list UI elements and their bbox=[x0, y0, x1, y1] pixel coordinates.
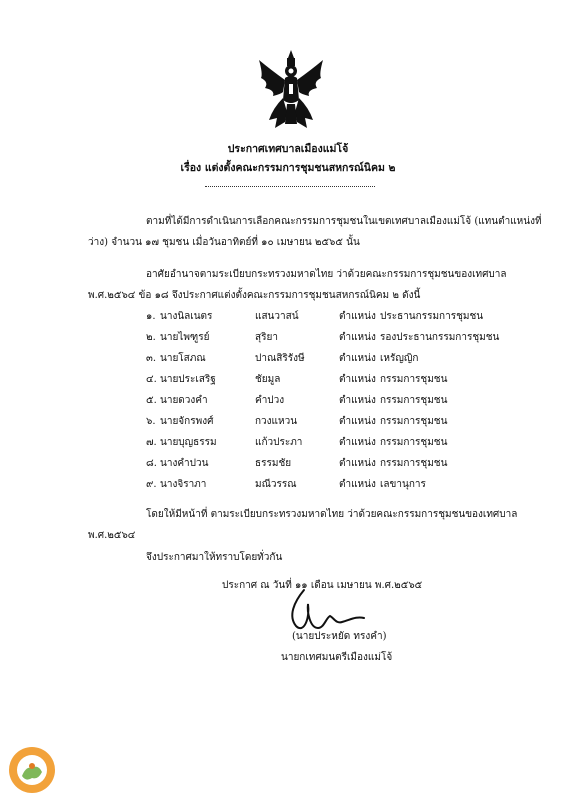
member-number: ๕. bbox=[146, 395, 157, 406]
member-position-label: ตำแหน่ง bbox=[339, 458, 376, 469]
member-role: เลขานุการ bbox=[380, 479, 426, 490]
member-row bbox=[0, 309, 576, 325]
member-role: กรรมการชุมชน bbox=[380, 458, 448, 469]
member-first-name: นายไพฑูรย์ bbox=[160, 332, 210, 343]
dateline: ประกาศ ณ วันที่ ๑๑ เดือน เมษายน พ.ศ.๒๕๖๕ bbox=[222, 580, 423, 591]
announcement-subject: เรื่อง แต่งตั้งคณะกรรมการชุมชนสหกรณ์นิคม ๒ bbox=[180, 162, 396, 174]
member-row bbox=[0, 414, 576, 430]
member-number: ๒. bbox=[146, 332, 156, 343]
member-row bbox=[0, 456, 576, 472]
announcement-title: ประกาศเทศบาลเมืองแม่โจ้ bbox=[227, 143, 349, 155]
member-first-name: นายบุญธรรม bbox=[160, 437, 217, 448]
member-row bbox=[0, 372, 576, 388]
member-role: กรรมการชุมชน bbox=[380, 416, 448, 427]
member-last-name: ปาณสิริรังษี bbox=[255, 353, 305, 364]
member-position-label: ตำแหน่ง bbox=[339, 374, 376, 385]
member-first-name: นายดวงคำ bbox=[160, 395, 208, 406]
member-last-name: มณีวรรณ bbox=[255, 479, 297, 490]
signatory-name: (นายประหยัด ทรงคำ) bbox=[292, 631, 387, 642]
member-position-label: ตำแหน่ง bbox=[339, 311, 376, 322]
member-last-name: สุริยา bbox=[255, 332, 278, 343]
member-position-label: ตำแหน่ง bbox=[339, 353, 376, 364]
member-last-name: แก้วประภา bbox=[255, 437, 303, 448]
garuda-emblem-icon bbox=[255, 48, 327, 132]
member-first-name: นางจิราภา bbox=[160, 479, 207, 490]
member-number: ๘. bbox=[146, 458, 157, 469]
paragraph-2-line-2: พ.ศ.๒๕๖๔ ข้อ ๑๘ จึงประกาศแต่งตั้งคณะกรรมการชุมชนสหกรณ์นิคม ๒ ดังนี้ bbox=[88, 290, 421, 301]
member-position-label: ตำแหน่ง bbox=[339, 437, 376, 448]
paragraph-2-line-1: อาศัยอำนาจตามระเบียบกระทรวงมหาดไทย ว่าด้วยคณะกรรมการชุมชนของเทศบาล bbox=[146, 269, 507, 280]
member-number: ๓. bbox=[146, 353, 157, 364]
divider bbox=[205, 186, 375, 187]
member-role: ประธานกรรมการชุมชน bbox=[380, 311, 484, 322]
member-row bbox=[0, 393, 576, 409]
member-last-name: ชัยมูล bbox=[255, 374, 281, 385]
member-first-name: นางคำปวน bbox=[160, 458, 209, 469]
paragraph-1-line-1: ตามที่ได้มีการดำเนินการเลือกคณะกรรมการชุมชนในเขตเทศบาลเมืองแม่โจ้ (แทนตำแหน่งที่ bbox=[146, 216, 542, 227]
member-position-label: ตำแหน่ง bbox=[339, 332, 376, 343]
member-role: กรรมการชุมชน bbox=[380, 395, 448, 406]
member-number: ๔. bbox=[146, 374, 157, 385]
member-first-name: นายโสภณ bbox=[160, 353, 206, 364]
member-role: เหรัญญิก bbox=[380, 353, 419, 364]
member-last-name: กวงแหวน bbox=[255, 416, 298, 427]
paragraph-1-line-2: ว่าง) จำนวน ๑๗ ชุมชน เมื่อวันอาทิตย์ที่ ๑๐ เมษายน ๒๕๖๕ นั้น bbox=[88, 237, 360, 248]
member-first-name: นายประเสริฐ bbox=[160, 374, 216, 385]
notice-line: จึงประกาศมาให้ทราบโดยทั่วกัน bbox=[146, 552, 283, 563]
member-first-name: นางนิลเนตร bbox=[160, 311, 213, 322]
member-role: กรรมการชุมชน bbox=[380, 437, 448, 448]
member-row bbox=[0, 477, 576, 493]
signatory-title: นายกเทศมนตรีเมืองแม่โจ้ bbox=[281, 652, 393, 663]
member-role: กรรมการชุมชน bbox=[380, 374, 448, 385]
member-row bbox=[0, 330, 576, 346]
paragraph-3-line-2: พ.ศ.๒๕๖๔ bbox=[88, 530, 136, 541]
member-number: ๙. bbox=[146, 479, 157, 490]
member-number: ๑. bbox=[146, 311, 156, 322]
member-row bbox=[0, 435, 576, 451]
member-row bbox=[0, 351, 576, 367]
member-number: ๗. bbox=[146, 437, 157, 448]
municipality-logo-stamp-icon bbox=[8, 746, 56, 794]
member-first-name: นายจักรพงศ์ bbox=[160, 416, 214, 427]
member-position-label: ตำแหน่ง bbox=[339, 395, 376, 406]
member-position-label: ตำแหน่ง bbox=[339, 479, 376, 490]
member-last-name: คำปวง bbox=[255, 395, 285, 406]
paragraph-3-line-1: โดยให้มีหน้าที่ ตามระเบียบกระทรวงมหาดไทย ว่าด้วยคณะกรรมการชุมชนของเทศบาล bbox=[146, 509, 518, 520]
member-number: ๖. bbox=[146, 416, 156, 427]
member-position-label: ตำแหน่ง bbox=[339, 416, 376, 427]
member-role: รองประธานกรรมการชุมชน bbox=[380, 332, 500, 343]
member-last-name: แสนวาสน์ bbox=[255, 311, 299, 322]
member-last-name: ธรรมชัย bbox=[255, 458, 292, 469]
